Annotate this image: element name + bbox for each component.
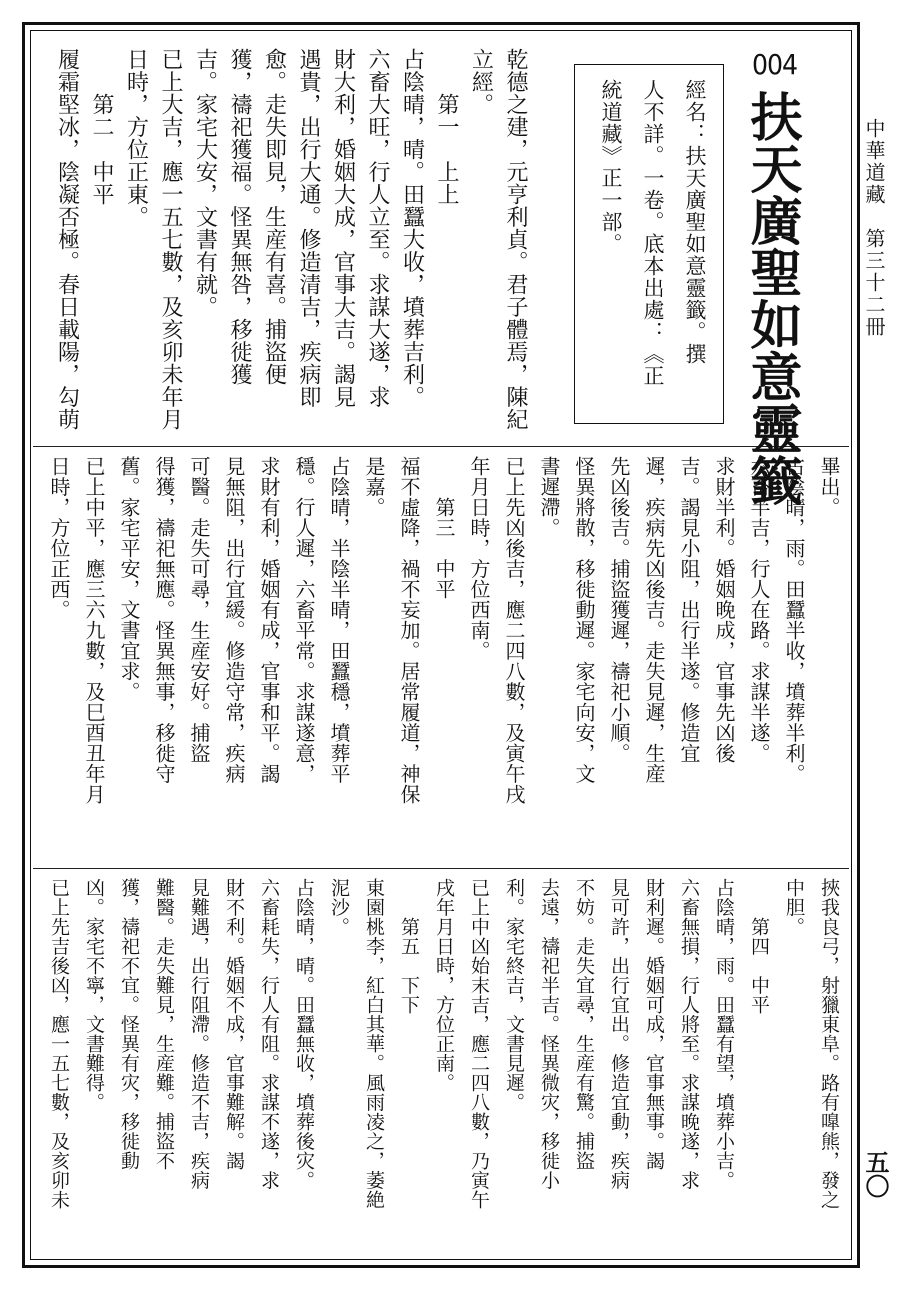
text-column: 去遠，禱祀半吉。怪異微灾，移徙小 bbox=[538, 878, 560, 1190]
section-divider-top bbox=[33, 446, 849, 447]
text-column: 乾德之建，元亨利貞。君子體焉，陳紀 bbox=[503, 48, 528, 431]
text-column: 六畜半吉，行人在路。求謀半遂。 bbox=[747, 456, 771, 764]
info-box bbox=[574, 64, 724, 424]
text-column: 占陰晴，雨。田蠶半收，墳葬半利。 bbox=[782, 456, 806, 784]
text-column: 求財有利，婚姻有成，官事和平。謁 bbox=[257, 456, 281, 784]
text-column: 東園桃李，紅白其華。風雨凌之，萎絶 bbox=[363, 878, 385, 1210]
text-column: 求財半利。婚姻晚成，官事先凶後 bbox=[712, 456, 736, 764]
text-column: 占陰晴，晴。田蠶大收，墳葬吉利。 bbox=[399, 48, 425, 408]
text-column: 六畜無損，行人將至。求謀晚遂，求 bbox=[678, 878, 700, 1190]
text-column: 吉。家宅大安，文書有就。 bbox=[192, 48, 218, 318]
text-column: 難醫。走失難見，生産難。捕盜不 bbox=[153, 878, 175, 1171]
text-column: 第一 上上 bbox=[434, 48, 459, 206]
text-column: 舊。家宅平安，文書宜求。 bbox=[117, 456, 141, 702]
text-title: 扶天廣聖如意靈籤 bbox=[741, 90, 801, 506]
text-column: 挾我良弓，射獵東阜。路有嘷熊，發之 bbox=[818, 878, 840, 1210]
info-line: 經名：扶天廣聖如意靈籤。撰 bbox=[683, 79, 707, 365]
collection-header: 中華道藏 第三十二冊 bbox=[862, 118, 886, 338]
text-column: 六畜耗失，行人有阻。求謀不遂，求 bbox=[258, 878, 280, 1190]
text-column: 中胆。 bbox=[783, 878, 805, 937]
text-column: 遲，疾病先凶後吉。走失見遲，生産 bbox=[642, 456, 666, 784]
text-column: 遇貴，出行大通。修造清吉，疾病即 bbox=[296, 48, 321, 408]
text-column: 怪異將散，移徙動遲。家宅向安，文 bbox=[572, 456, 596, 784]
text-column: 第五 下下 bbox=[398, 878, 420, 1015]
text-column: 見無阻，出行宜緩。修造守常，疾病 bbox=[222, 456, 246, 784]
info-line: 統道藏》正一部。 bbox=[599, 79, 623, 255]
text-column: 第三 中平 bbox=[432, 456, 456, 600]
text-column: 立經。 bbox=[468, 48, 494, 116]
text-column: 泥沙。 bbox=[328, 878, 350, 937]
text-column: 凶。家宅不寧，文書難得。 bbox=[83, 878, 105, 1112]
text-column: 先凶後吉。捕盜獲遲，禱祀小順。 bbox=[607, 456, 631, 764]
section-divider-bottom bbox=[33, 868, 849, 869]
text-column: 占陰晴，半陰半晴，田蠶穩，墳葬平 bbox=[327, 456, 351, 784]
text-number: 004 bbox=[752, 48, 798, 81]
text-column: 吉。謁見小阻，出行半遂。修造宜 bbox=[677, 456, 701, 764]
info-line: 人不詳。一卷。底本出處：《正 bbox=[641, 79, 665, 387]
text-column: 占陰晴，晴。田蠶無收，墳葬後灾。 bbox=[293, 878, 315, 1190]
page-number: 五〇 bbox=[861, 1150, 890, 1198]
text-column: 福不虛降，禍不妄加。居常履道，神保 bbox=[397, 456, 421, 805]
text-column: 日時，方位正東。 bbox=[123, 48, 149, 228]
text-column: 愈。走失即見，生産有喜。捕盜便 bbox=[261, 48, 287, 386]
text-column: 第四 中平 bbox=[748, 878, 770, 1015]
text-column: 六畜大旺，行人立至。求謀大遂，求 bbox=[365, 48, 390, 408]
text-column: 穩。行人遲，六畜平常。求謀遂意， bbox=[292, 456, 316, 784]
text-column: 獲，禱祀獲福。怪異無咎，移徙獲 bbox=[227, 48, 252, 386]
text-column: 是嘉。 bbox=[362, 456, 386, 518]
text-column: 不妨。走失宜尋，生産有驚。捕盜 bbox=[573, 878, 595, 1171]
text-column: 年月日時，方位西南。 bbox=[467, 456, 491, 661]
text-column: 已上中平，應三六九數，及巳酉丑年月 bbox=[82, 456, 106, 805]
text-column: 書遲滯。 bbox=[537, 456, 561, 538]
text-column: 已上先凶後吉，應二四八數，及寅午戌 bbox=[502, 456, 526, 805]
text-column: 已上先吉後凶，應一五七數，及亥卯未 bbox=[48, 878, 70, 1210]
text-column: 占陰晴，雨。田蠶有望，墳葬小吉。 bbox=[713, 878, 735, 1190]
text-column: 財利遲。婚姻可成，官事無事。謁 bbox=[643, 878, 665, 1171]
text-column: 畢出。 bbox=[817, 456, 841, 518]
text-column: 履霜堅冰，陰凝否極。春日載陽，勾萌 bbox=[54, 48, 80, 431]
text-column: 日時，方位正西。 bbox=[47, 456, 71, 620]
text-column: 見可許，出行宜出。修造宜動，疾病 bbox=[608, 878, 630, 1190]
text-column: 財不利。婚姻不成，官事難解。謁 bbox=[223, 878, 245, 1171]
text-column: 獲，禱祀不宜。怪異有灾，移徙動 bbox=[118, 878, 140, 1171]
text-column: 利。家宅終吉，文書見遲。 bbox=[503, 878, 525, 1112]
text-column: 已上大吉，應一五七數，及亥卯未年月 bbox=[158, 48, 183, 431]
text-column: 第二 中平 bbox=[89, 48, 114, 206]
text-column: 已上中凶始末吉，應二四八數，乃寅午 bbox=[468, 878, 490, 1210]
text-column: 可醫。走失可尋，生産安好。捕盜 bbox=[187, 456, 211, 764]
text-column: 戌年月日時，方位正南。 bbox=[433, 878, 455, 1093]
text-column: 財大利，婚姻大成，官事大吉。謁見 bbox=[330, 48, 356, 408]
text-column: 得獲，禱祀無應。怪異無事，移徙守 bbox=[152, 456, 176, 784]
text-column: 見難遇，出行阻滯。修造不吉，疾病 bbox=[188, 878, 210, 1190]
